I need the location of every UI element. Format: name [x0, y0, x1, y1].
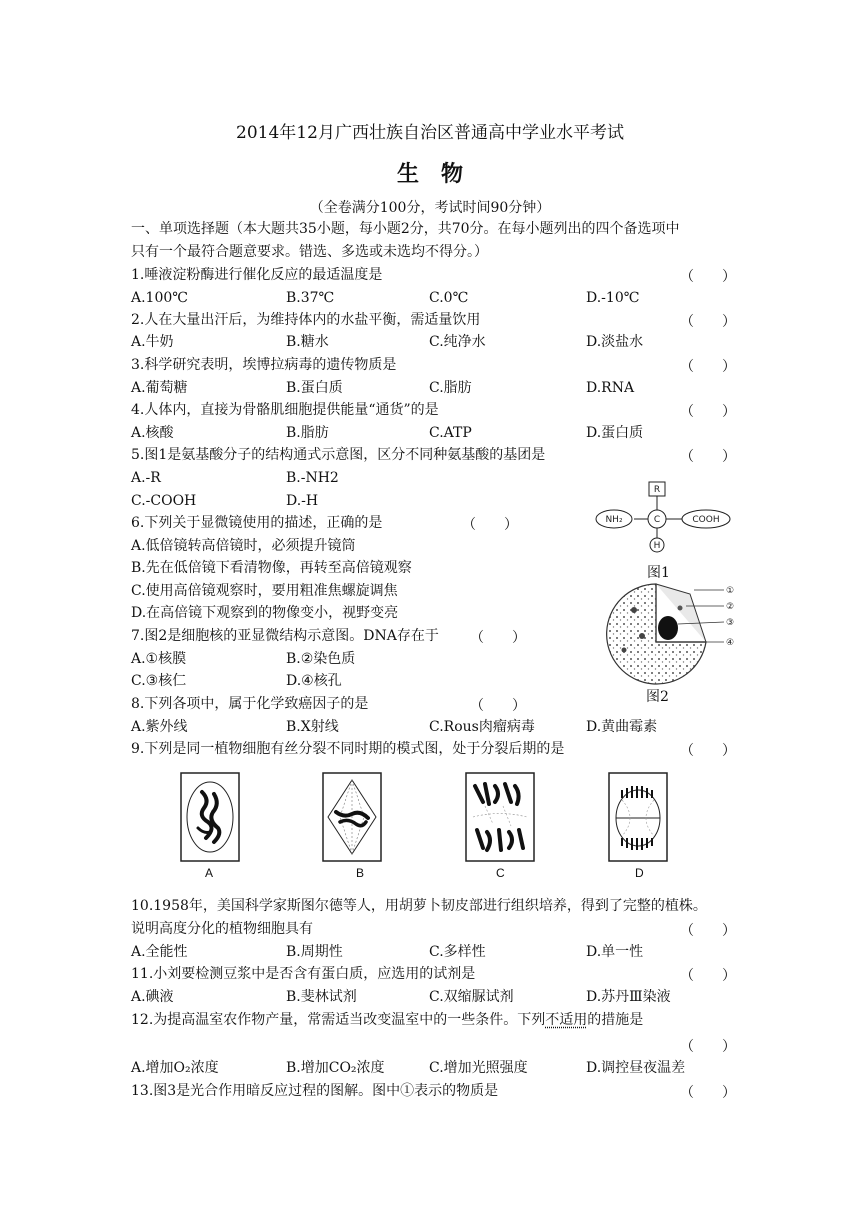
option: D.-10℃ [586, 290, 640, 306]
option: C.使用高倍镜观察时，要用粗准焦螺旋调焦 [131, 583, 398, 599]
answer-paren: （ ） [680, 1039, 736, 1055]
option: C.Rous肉瘤病毒 [429, 719, 535, 735]
option: B.蛋白质 [286, 380, 343, 396]
answer-paren: （ ） [470, 698, 526, 714]
mitosis-cell-c [465, 772, 535, 862]
option: B.先在低倍镜下看清物像，再转至高倍镜观察 [131, 560, 412, 576]
mitosis-cell-d [608, 772, 668, 862]
answer-paren: （ ） [680, 743, 736, 759]
answer-paren: （ ） [680, 1085, 736, 1101]
option: A.-R [131, 470, 161, 486]
figure-2-caption: 图2 [646, 689, 669, 705]
option: B.糖水 [286, 334, 329, 350]
option: C.多样性 [429, 944, 486, 960]
option: B.X射线 [286, 719, 339, 735]
marker-4: ④ [726, 638, 735, 648]
question-stem [131, 1011, 643, 1029]
option: C.纯净水 [429, 334, 486, 350]
amino-acid-structure-diagram [596, 480, 732, 558]
question-stem: 13.图3是光合作用暗反应过程的图解。图中①表示的物质是 [131, 1083, 499, 1099]
answer-paren: （ ） [680, 449, 736, 465]
answer-paren: （ ） [462, 517, 518, 533]
exam-info: （全卷满分100分，考试时间90分钟） [309, 200, 551, 216]
option: D.苏丹Ⅲ染液 [586, 989, 671, 1005]
option: D.-H [286, 493, 319, 509]
option: A.核酸 [131, 425, 174, 441]
option: C.脂肪 [429, 380, 472, 396]
option: C.③核仁 [131, 673, 187, 689]
center-c-label: C [653, 515, 661, 525]
option: B.-NH2 [286, 470, 339, 486]
option: B.斐林试剂 [286, 989, 357, 1005]
option: A.紫外线 [131, 719, 188, 735]
question-stem: 10.1958年，美国科学家斯图尔德等人，用胡萝卜韧皮部进行组织培养，得到了完整的植株。 [131, 898, 707, 914]
option: B.②染色质 [286, 651, 356, 667]
option: B.增加CO₂浓度 [286, 1060, 385, 1076]
figure-label: B [356, 866, 365, 880]
option: C.增加光照强度 [429, 1060, 528, 1076]
answer-paren: （ ） [680, 968, 736, 984]
section-instructions-line1: 一、单项选择题（本大题共35小题，每小题2分，共70分。在每小题列出的四个备选项中 [131, 221, 680, 237]
question-stem: 8.下列各项中，属于化学致癌因子的是 [131, 696, 369, 712]
answer-paren: （ ） [680, 269, 736, 285]
option: A.葡萄糖 [131, 380, 188, 396]
question-stem: 1.唾液淀粉酶进行催化反应的最适温度是 [131, 267, 383, 283]
answer-paren: （ ） [470, 630, 526, 646]
figure-1-caption: 图1 [647, 565, 670, 581]
option: D.淡盐水 [586, 334, 644, 350]
hydrogen-label: H [653, 541, 661, 551]
cell-nucleus-diagram [594, 580, 744, 686]
option: C.-COOH [131, 493, 197, 509]
subject-title: 生 物 [396, 161, 463, 187]
section-instructions-line2: 只有一个最符合题意要求。错选、多选或未选均不得分。） [131, 244, 488, 260]
emphasis-not-applicable: 不适用 [545, 1012, 588, 1028]
option: C.0℃ [429, 290, 469, 306]
exam-title: 2014年12月广西壮族自治区普通高中学业水平考试 [236, 123, 624, 143]
answer-paren: （ ） [680, 359, 736, 375]
option: A.100℃ [131, 290, 188, 306]
marker-3: ③ [726, 618, 735, 628]
question-stem: 3.科学研究表明，埃博拉病毒的遗传物质是 [131, 357, 397, 373]
mitosis-cell-b [322, 772, 382, 862]
question-stem: 9.下列是同一植物细胞有丝分裂不同时期的模式图，处于分裂后期的是 [131, 741, 565, 757]
question-stem-part: 的措施是 [587, 1012, 644, 1028]
option: B.37℃ [286, 290, 335, 306]
amino-group-label: NH₂ [605, 515, 623, 525]
option: B.周期性 [286, 944, 343, 960]
option: D.在高倍镜下观察到的物像变小，视野变亮 [131, 605, 399, 621]
carboxyl-group-label: COOH [692, 515, 720, 525]
option: A.牛奶 [131, 334, 174, 350]
question-stem-part: 12.为提高温室农作物产量，常需适当改变温室中的一些条件。下列 [131, 1012, 546, 1028]
option: C.双缩脲试剂 [429, 989, 514, 1005]
answer-paren: （ ） [680, 404, 736, 420]
figure-label: A [205, 866, 214, 880]
question-stem: 11.小刘要检测豆浆中是否含有蛋白质，应选用的试剂是 [131, 966, 476, 982]
option: D.单一性 [586, 944, 644, 960]
group-r-label: R [653, 485, 661, 495]
mitosis-cell-a [180, 772, 240, 862]
question-stem: 7.图2是细胞核的亚显微结构示意图。DNA存在于 [131, 628, 439, 644]
marker-1: ① [726, 586, 735, 596]
figure-label: C [496, 866, 505, 880]
question-stem-continued: 说明高度分化的植物细胞具有 [131, 921, 313, 937]
option: A.碘液 [131, 989, 174, 1005]
option: D.RNA [586, 380, 635, 396]
option: A.增加O₂浓度 [131, 1060, 219, 1076]
question-stem: 5.图1是氨基酸分子的结构通式示意图，区分不同种氨基酸的基团是 [131, 447, 546, 463]
option: A.①核膜 [131, 651, 187, 667]
option: D.蛋白质 [586, 425, 644, 441]
question-stem: 2.人在大量出汗后，为维持体内的水盐平衡，需适量饮用 [131, 312, 481, 328]
option: D.黄曲霉素 [586, 719, 658, 735]
figure-label: D [635, 866, 644, 880]
marker-2: ② [726, 602, 735, 612]
question-stem: 6.下列关于显微镜使用的描述，正确的是 [131, 515, 383, 531]
option: D.④核孔 [286, 673, 342, 689]
option: C.ATP [429, 425, 472, 441]
option: A.全能性 [131, 944, 188, 960]
option: B.脂肪 [286, 425, 329, 441]
option: D.调控昼夜温差 [586, 1060, 686, 1076]
answer-paren: （ ） [680, 923, 736, 939]
option: A.低倍镜转高倍镜时，必须提升镜筒 [131, 538, 356, 554]
question-stem: 4.人体内，直接为骨骼肌细胞提供能量“通货”的是 [131, 402, 439, 418]
answer-paren: （ ） [680, 314, 736, 330]
